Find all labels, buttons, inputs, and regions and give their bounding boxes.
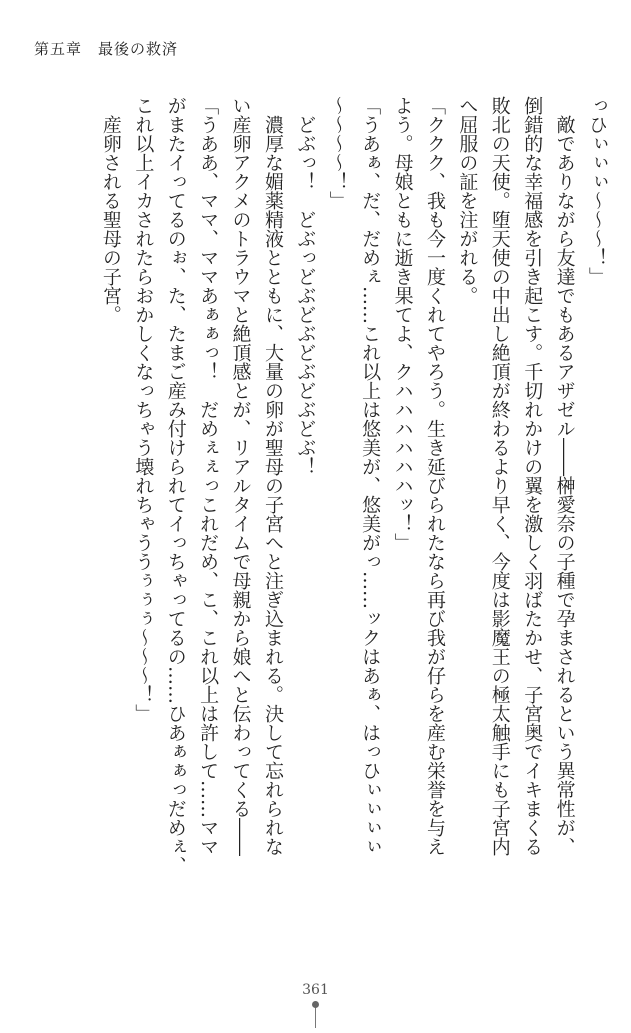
text-line: 敗北の天使。堕天使の中出し絶頂が終わるより早く、今度は影魔王の極太触手にも子宮内 xyxy=(488,96,511,856)
text-line: がまたイってるのぉ、た、たまご産み付けられてイっちゃってるの……ひあぁぁっだめぇ、 xyxy=(164,96,187,875)
text-line: 産卵される聖母の子宮。 xyxy=(99,96,122,324)
text-line: 「ククク、我も今一度くれてやろう。生き延びられたなら再び我が仔らを産む栄誉を与え xyxy=(423,96,446,856)
page-number: 361 xyxy=(302,982,329,998)
text-line: へ屈服の証を注がれる。 xyxy=(456,96,479,305)
text-line: 敵でありながら友達でもあるアザゼル――榊愛奈の子種で孕まされるという異常性が、 xyxy=(553,96,576,856)
text-line: 濃厚な媚薬精液とともに、大量の卵が聖母の子宮へと注ぎ込まれる。決して忘れられな xyxy=(261,96,284,856)
text-line: っひぃぃぃ〜〜〜！」 xyxy=(586,96,608,286)
page-marker-dot-icon xyxy=(312,1001,319,1008)
text-line: これ以上イカされたらおかしくなっちゃう壊れちゃううぅぅぅ〜〜〜！」 xyxy=(132,96,155,723)
text-line: どぶっ！ どぶっどぶどぶどぶどぶどぶ！ xyxy=(294,96,317,476)
text-line: よう。母娘ともに逝き果てよ、クハハハハハハッ！」 xyxy=(391,96,414,552)
text-line: 「うあぁ、だ、だめぇ……これ以上は悠美が、悠美がっ……ックはあぁ、はっひぃぃぃぃ xyxy=(359,96,382,856)
text-line: 倒錯的な幸福感を引き起こす。千切れかけの翼を激しく羽ばたかせ、子宮奥でイキまくる xyxy=(521,96,544,856)
text-line: 〜〜〜〜！」 xyxy=(326,96,349,210)
vertical-text-body xyxy=(33,96,613,936)
text-line: い産卵アクメのトラウマと絶頂感とが、リアルタイムで母親から娘へと伝わってくる―― xyxy=(229,96,252,856)
text-line: 「うああ、ママ、ママあぁぁっ！ だめぇぇっこれだめ、こ、これ以上は許して……ママ xyxy=(197,96,220,856)
running-header: 第五章 最後の救済 xyxy=(34,40,179,58)
